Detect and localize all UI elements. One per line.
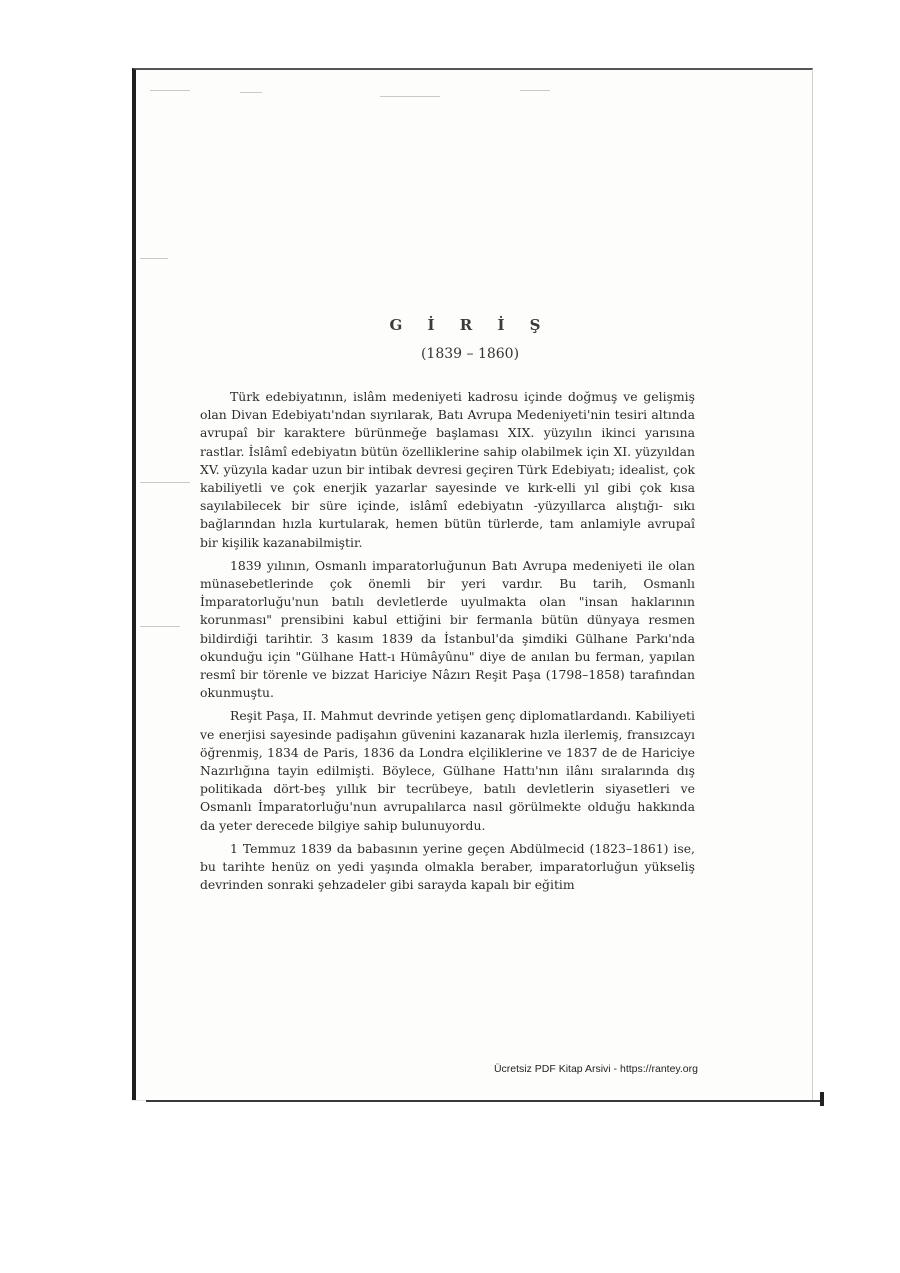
paragraph: Reşit Paşa, II. Mahmut devrinde yetişen genç diplomatlardandı. Kabiliyeti ve enerjisi sayesinde padişahın güvenini kazanarak hızla ilerlemiş, fransızcayı öğrenmiş, 1834 de Paris, 1836 da Londra elçiliklerine ve 1837 de de Hariciye Nazırlığına tayin edilmişti. Böylece, Gülhane Hattı'nın ilânı sıralarında dış politikada dört-beş yıllık bir tecrübeye, batılı devletlerin siyasetleri ve Osmanlı İmparatorluğu'nun avrupalılarca nasıl görülmekte olduğu hakkında da yeter derecede bilgiye sahip bulunuyordu.: [200, 708, 695, 833]
scan-noise: [240, 92, 262, 93]
scan-noise: [380, 96, 440, 97]
scan-noise: [150, 90, 190, 91]
paragraph: 1839 yılının, Osmanlı imparatorluğunun Batı Avrupa medeniyeti ile olan münasebetlerinde çok önemli bir yeri vardır. Bu tarih, Osmanlı İmparatorluğu'nun batılı devletlerde uyulmakta olan "insan haklarının korunması" prensibini kabul ettiğini bir fermanla bütün dünyaya resmen bildirdiği tarihtir. 3 kasım 1839 da İstanbul'da şimdiki Gülhane Parkı'nda okunduğu için "Gülhane Hatt-ı Hümâyûnu" diye de anılan bu ferman, yapılan resmî bir törenle ve bizzat Hariciye Nâzırı Reşit Paşa (1798–1858) tarafından okunmuştu.: [200, 557, 695, 701]
paragraph: Türk edebiyatının, islâm medeniyeti kadrosu içinde doğmuş ve gelişmiş olan Divan Edebiyatı'ndan sıyrılarak, Batı Avrupa Medeniyeti'nin tesiri altında avrupaî bir karaktere bürünmeğe başlaması XIX. yüzyılın ikinci yarısına rastlar. İslâmî edebiyatın bütün özelliklerine sahip olabilmek için XI. yüzyıldan XV. yüzyıla kadar uzun bir intibak devresi geçiren Türk Edebiyatı; idealist, çok kabiliyetli ve çok enerjik yazarlar sayesinde ve kırk-elli yıl gibi çok kısa sayılabilecek bir süre içinde, islâmî edebiyatın -yüzyıllarca alıştığı- sıkı bağlarından hızla kurtularak, hemen bütün türlerde, tam anlamiyle avrupaî bir kişilik kazanabilmiştir.: [200, 389, 695, 550]
scan-noise: [140, 626, 180, 627]
scan-noise: [140, 258, 168, 259]
page-bottom-edge: [146, 1100, 822, 1102]
scan-noise: [520, 90, 550, 91]
page-subtitle: (1839 – 1860): [420, 346, 520, 362]
page-title: G İ R İ Ş: [389, 316, 551, 334]
scan-noise: [140, 482, 190, 483]
footer-watermark-text: Ücretsiz PDF Kitap Arsivi - https://rantey.org: [493, 1063, 698, 1075]
paragraph: 1 Temmuz 1839 da babasının yerine geçen Abdülmecid (1823–1861) ise, bu tarihte henüz on yedi yaşında olmakla beraber, imparatorluğun yükseliş devrinden sonraki şehzadeler gibi sarayda kapalı bir eğitim: [200, 840, 695, 893]
body-text: [200, 388, 695, 899]
page-corner-mark: [820, 1092, 824, 1106]
